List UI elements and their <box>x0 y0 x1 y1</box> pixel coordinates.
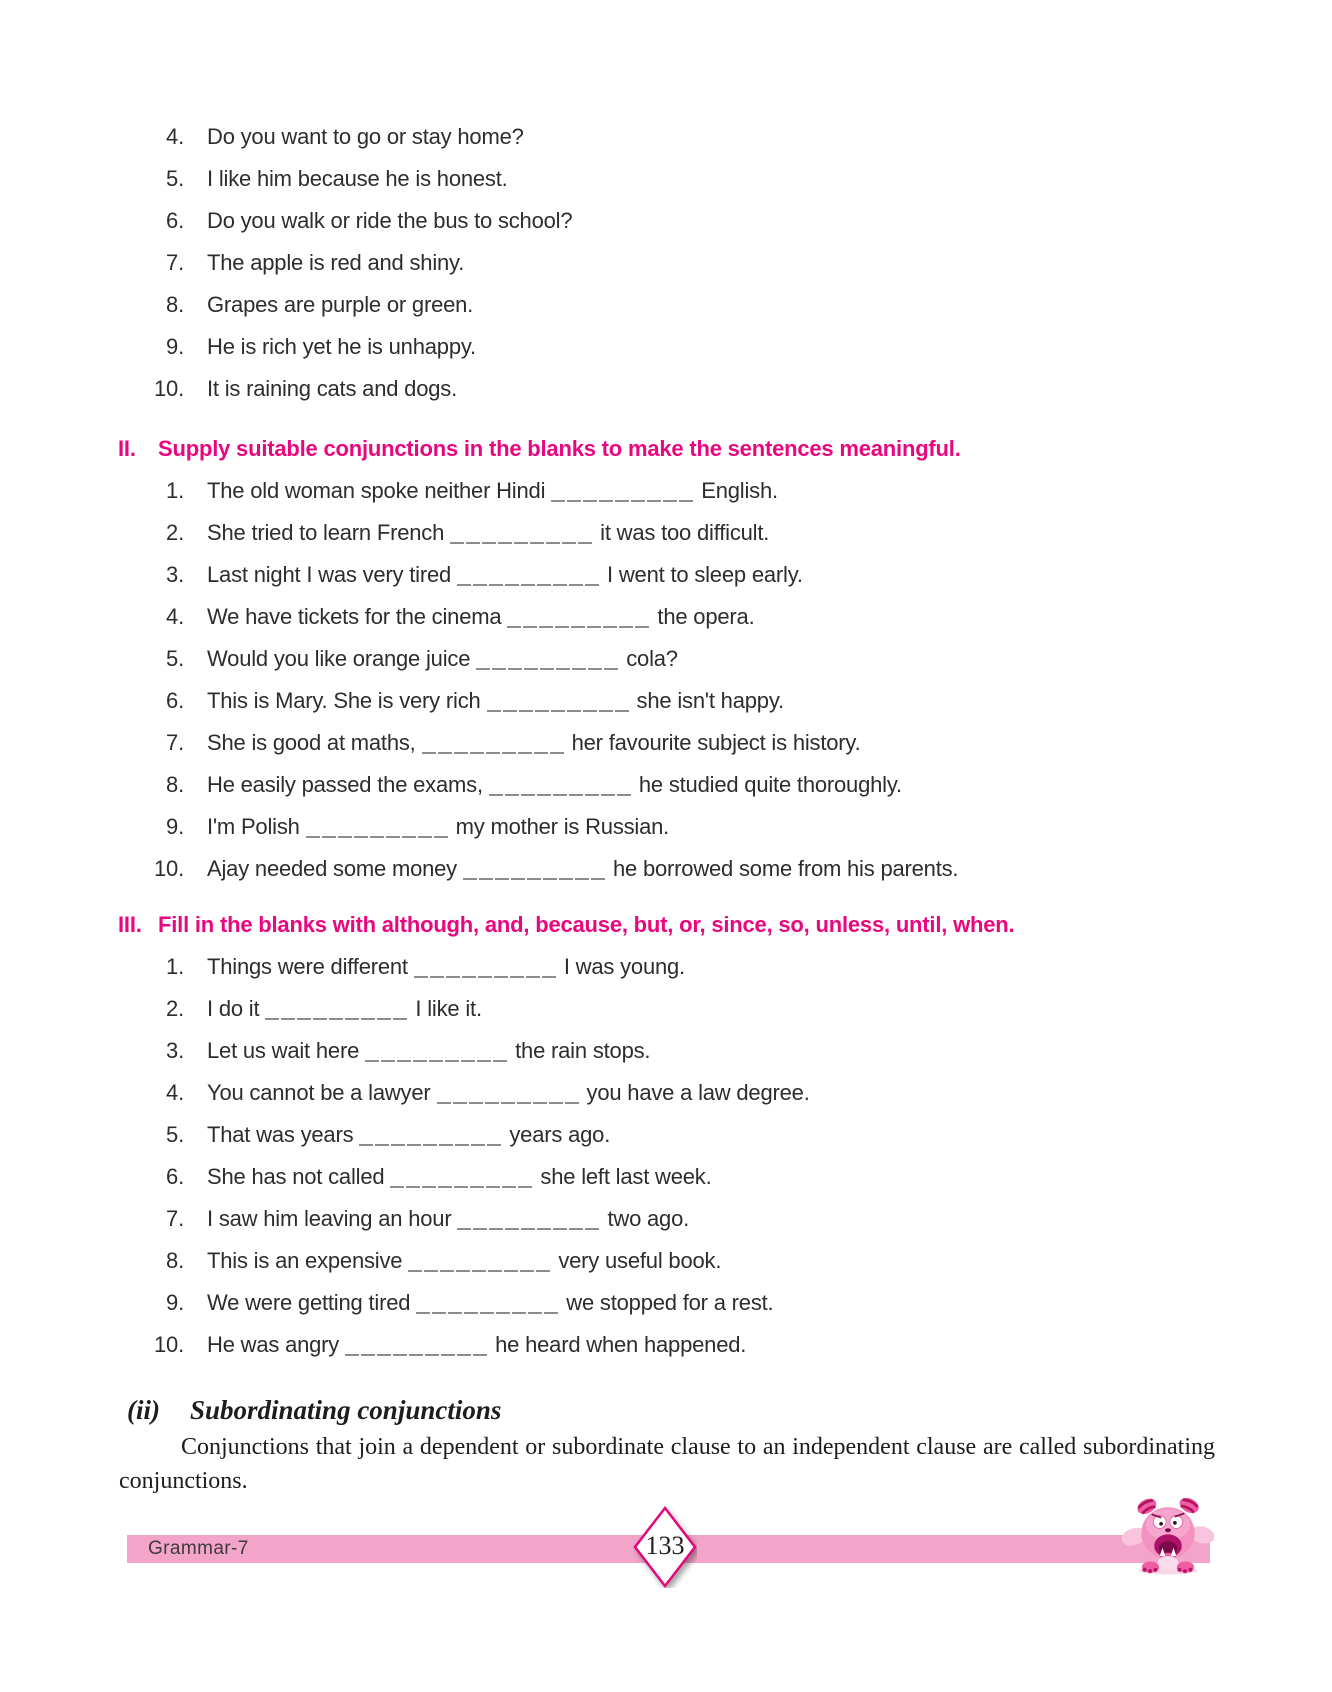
item-text-post: cola? <box>626 646 678 671</box>
item-text-pre: He was angry <box>207 1332 340 1357</box>
footer-book-title: Grammar-7 <box>148 1538 249 1559</box>
fill-blank-item <box>0 722 1332 764</box>
fill-blank-item <box>0 1282 1332 1324</box>
section-title: Supply suitable conjunctions in the blanks to make the sentences meaningful. <box>158 436 961 461</box>
item-text-pre: Would you like orange juice <box>207 646 471 671</box>
item-number: 3. <box>166 562 184 587</box>
fill-blank-item <box>0 988 1332 1030</box>
item-text-post: two ago. <box>607 1206 690 1231</box>
subsection-title: Subordinating conjunctions <box>190 1395 502 1425</box>
item-number: 6. <box>166 208 184 233</box>
item-number: 10. <box>154 856 184 881</box>
blank-line <box>437 1088 581 1104</box>
item-text-pre: We were getting tired <box>207 1290 411 1315</box>
item-text-post: he heard when happened. <box>495 1332 747 1357</box>
item-text-pre: She is good at maths, <box>207 730 416 755</box>
item-text-pre: She tried to learn French <box>207 520 445 545</box>
item-text: Do you walk or ride the bus to school? <box>207 208 573 233</box>
blank-line <box>390 1172 534 1188</box>
fill-blank-item <box>0 1072 1332 1114</box>
item-text-post: the opera. <box>657 604 755 629</box>
item-number: 6. <box>166 1164 184 1189</box>
item-number: 7. <box>166 730 184 755</box>
subsection-paragraph: Conjunctions that join a dependent or subordinate clause to an independent clause are called subordinating conjunctions. <box>119 1434 1215 1494</box>
item-text: He is rich yet he is unhappy. <box>207 334 476 359</box>
item-text-post: I was young. <box>563 954 685 979</box>
blank-line <box>345 1340 489 1356</box>
item-number: 5. <box>166 1122 184 1147</box>
item-text-post: she isn't happy. <box>636 688 784 713</box>
item-text-pre: I do it <box>207 996 260 1021</box>
scared-pink-bulldog-icon <box>1122 1490 1214 1576</box>
item-number: 1. <box>166 954 184 979</box>
fill-blank-item <box>0 470 1332 512</box>
blank-line <box>408 1256 552 1272</box>
item-text-pre: Things were different <box>207 954 408 979</box>
item-text-post: her favourite subject is history. <box>571 730 861 755</box>
fill-blank-item <box>0 638 1332 680</box>
item-number: 8. <box>166 292 184 317</box>
item-number: 5. <box>166 646 184 671</box>
item-text-post: the rain stops. <box>515 1038 651 1063</box>
item-number: 9. <box>166 1290 184 1315</box>
blank-line <box>463 864 607 880</box>
item-text-pre: That was years <box>207 1122 354 1147</box>
item-number: 8. <box>166 772 184 797</box>
item-number: 3. <box>166 1038 184 1063</box>
list-item <box>0 158 1332 200</box>
blank-line <box>416 1298 560 1314</box>
item-number: 4. <box>166 604 184 629</box>
item-text-pre: You cannot be a lawyer <box>207 1080 431 1105</box>
item-number: 6. <box>166 688 184 713</box>
item-text: I like him because he is honest. <box>207 166 508 191</box>
item-text-pre: This is an expensive <box>207 1248 403 1273</box>
fill-blank-item <box>0 1156 1332 1198</box>
section-heading-iii <box>0 904 1332 946</box>
section-numeral: II. <box>118 436 136 461</box>
page-number-diamond <box>633 1506 697 1588</box>
item-text-pre: The old woman spoke neither Hindi <box>207 478 546 503</box>
item-number: 7. <box>166 250 184 275</box>
item-text-post: you have a law degree. <box>586 1080 810 1105</box>
item-number: 9. <box>166 814 184 839</box>
item-text-pre: He easily passed the exams, <box>207 772 483 797</box>
item-text-post: I like it. <box>415 996 482 1021</box>
blank-line <box>265 1004 409 1020</box>
item-number: 8. <box>166 1248 184 1273</box>
item-text: The apple is red and shiny. <box>207 250 465 275</box>
blank-line <box>487 696 631 712</box>
page-number: 133 <box>645 1531 685 1560</box>
item-text-post: I went to sleep early. <box>607 562 803 587</box>
fill-blank-item <box>0 596 1332 638</box>
subsection-heading <box>0 1392 1332 1428</box>
list-item <box>0 116 1332 158</box>
page-content <box>0 116 1332 1498</box>
item-text-post: very useful book. <box>558 1248 722 1273</box>
blank-line <box>414 962 558 978</box>
item-number: 4. <box>166 124 184 149</box>
item-text-pre: Let us wait here <box>207 1038 360 1063</box>
blank-line <box>507 612 651 628</box>
item-number: 10. <box>154 1332 184 1357</box>
fill-blank-item <box>0 1114 1332 1156</box>
list-item <box>0 368 1332 410</box>
item-number: 7. <box>166 1206 184 1231</box>
item-text-pre: Ajay needed some money <box>207 856 457 881</box>
list-item <box>0 326 1332 368</box>
fill-blank-item <box>0 680 1332 722</box>
item-text: Grapes are purple or green. <box>207 292 474 317</box>
blank-line <box>476 654 620 670</box>
blank-line <box>551 486 695 502</box>
item-number: 5. <box>166 166 184 191</box>
item-text-post: English. <box>701 478 778 503</box>
item-text: It is raining cats and dogs. <box>207 376 457 401</box>
blank-line <box>450 528 594 544</box>
blank-line <box>359 1130 503 1146</box>
item-text-pre: I'm Polish <box>207 814 300 839</box>
list-item <box>0 284 1332 326</box>
item-number: 1. <box>166 478 184 503</box>
fill-blank-item <box>0 1030 1332 1072</box>
blank-line <box>306 822 450 838</box>
fill-blank-item <box>0 554 1332 596</box>
blank-line <box>457 570 601 586</box>
section-title: Fill in the blanks with although, and, because, but, or, since, so, unless, until, when. <box>158 912 1015 937</box>
item-text-pre: She has not called <box>207 1164 385 1189</box>
item-text-post: years ago. <box>509 1122 611 1147</box>
item-number: 2. <box>166 520 184 545</box>
section-heading-ii <box>0 428 1332 470</box>
blank-line <box>365 1046 509 1062</box>
item-text-post: it was too difficult. <box>600 520 770 545</box>
fill-blank-item <box>0 764 1332 806</box>
fill-blank-item <box>0 946 1332 988</box>
list-item <box>0 200 1332 242</box>
item-number: 4. <box>166 1080 184 1105</box>
fill-blank-item <box>0 806 1332 848</box>
blank-line <box>489 780 633 796</box>
item-text-post: my mother is Russian. <box>455 814 670 839</box>
item-number: 10. <box>154 376 184 401</box>
item-text-pre: We have tickets for the cinema <box>207 604 502 629</box>
item-number: 9. <box>166 334 184 359</box>
item-text-post: we stopped for a rest. <box>566 1290 774 1315</box>
section-numeral: III. <box>118 912 142 937</box>
list-item <box>0 242 1332 284</box>
item-text-post: she left last week. <box>540 1164 712 1189</box>
fill-blank-item <box>0 1198 1332 1240</box>
item-text-post: he studied quite thoroughly. <box>638 772 902 797</box>
item-number: 2. <box>166 996 184 1021</box>
fill-blank-item <box>0 512 1332 554</box>
item-text-pre: I saw him leaving an hour <box>207 1206 452 1231</box>
fill-blank-item <box>0 1324 1332 1366</box>
blank-line <box>457 1214 601 1230</box>
item-text-pre: Last night I was very tired <box>207 562 452 587</box>
fill-blank-item <box>0 848 1332 890</box>
blank-line <box>422 738 566 754</box>
item-text-post: he borrowed some from his parents. <box>612 856 959 881</box>
item-text: Do you want to go or stay home? <box>207 124 524 149</box>
fill-blank-item <box>0 1240 1332 1282</box>
item-text-pre: This is Mary. She is very rich <box>207 688 481 713</box>
subsection-numeral: (ii) <box>127 1395 160 1425</box>
